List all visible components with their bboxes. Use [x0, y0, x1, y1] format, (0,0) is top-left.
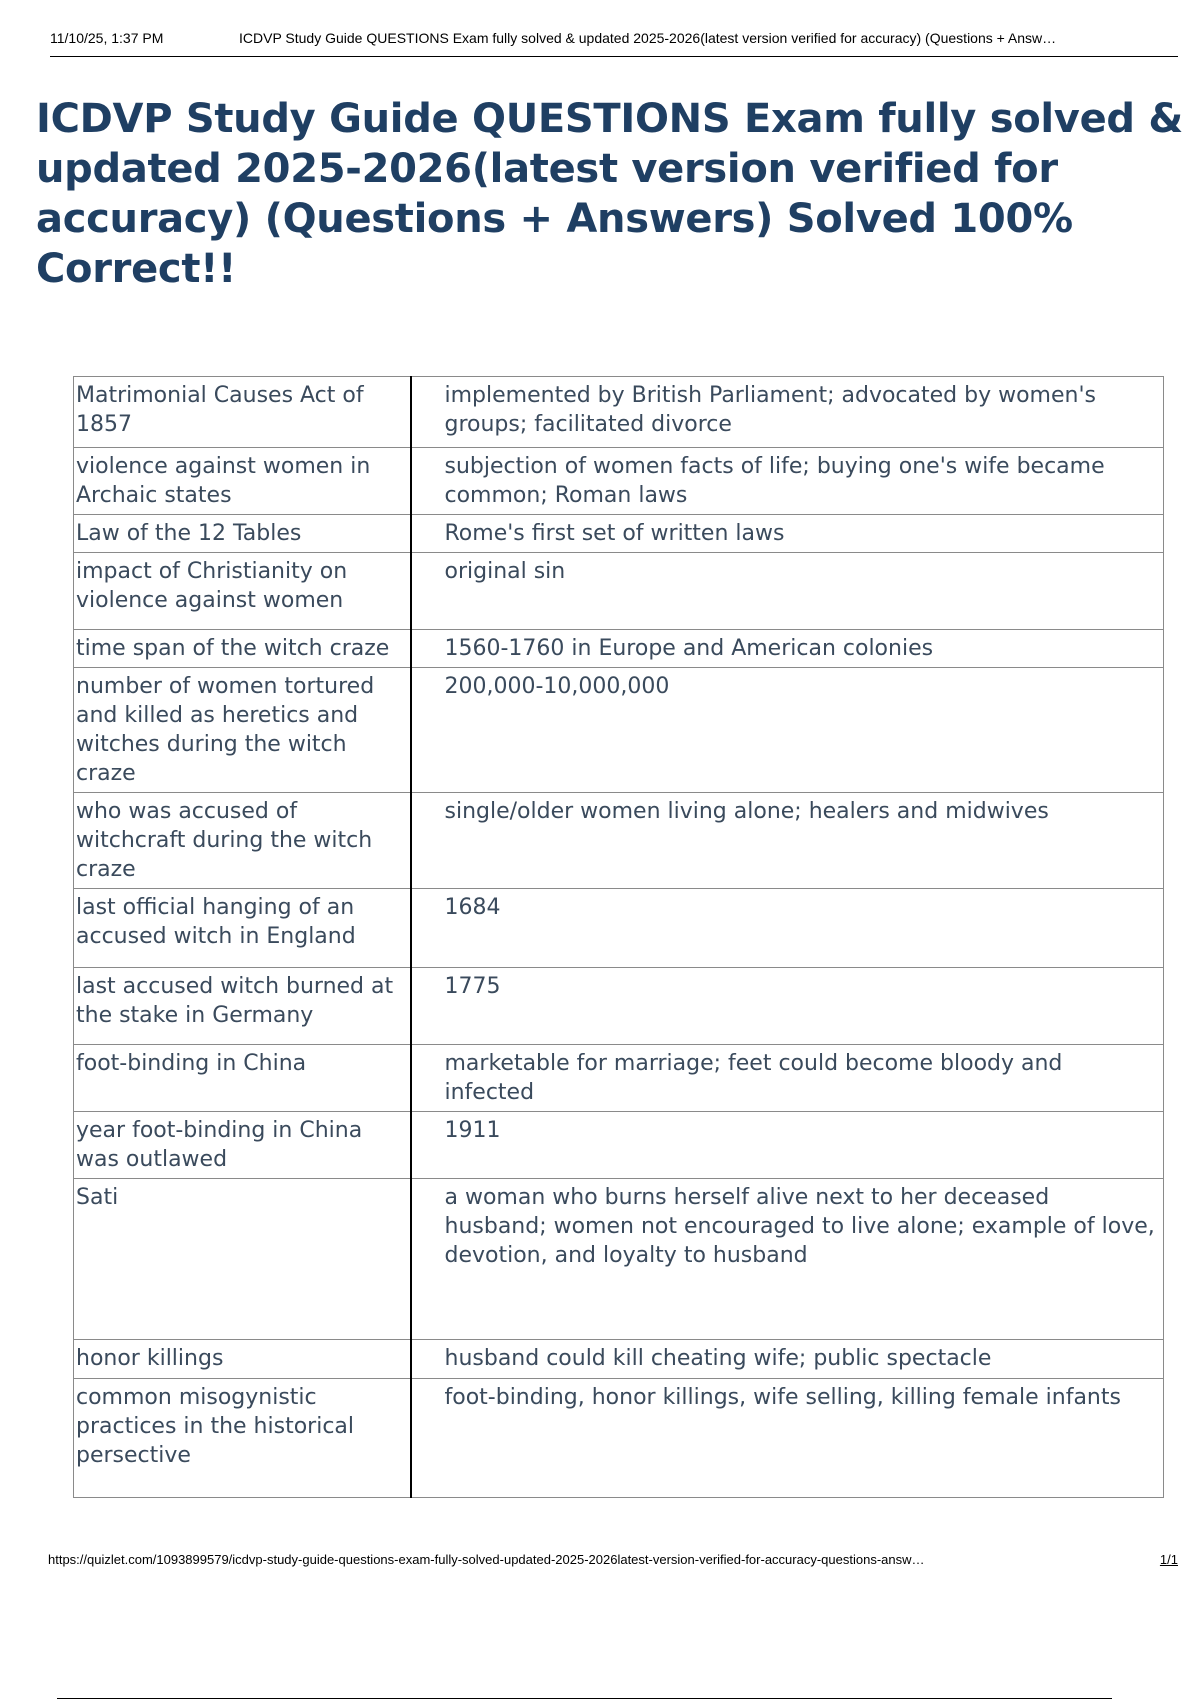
term-cell: time span of the witch craze	[74, 630, 411, 668]
table-row	[74, 1112, 1164, 1179]
term-cell: violence against women in Archaic states	[74, 448, 411, 515]
term-cell: Sati	[74, 1179, 411, 1340]
flashcard-table	[73, 376, 1164, 1498]
page-title: ICDVP Study Guide QUESTIONS Exam fully solved & updated 2025-2026(latest version verified for accuracy) (Questions + Answers) Solved 100% Correct!!	[36, 96, 1183, 292]
table-row	[74, 968, 1164, 1045]
definition-cell: implemented by British Parliament; advocated by women's groups; facilitated divorce	[411, 377, 1164, 448]
definition-cell: Rome's first set of written laws	[411, 515, 1164, 553]
term-cell: last official hanging of an accused witch in England	[74, 889, 411, 968]
definition-cell: a woman who burns herself alive next to her deceased husband; women not encouraged to live alone; example of love, devotion, and loyalty to husband	[411, 1179, 1164, 1340]
page-number: 1/1	[1159, 1552, 1178, 1567]
table-row	[74, 630, 1164, 668]
term-cell: impact of Christianity on violence against women	[74, 553, 411, 630]
print-doc-title: ICDVP Study Guide QUESTIONS Exam fully solved & updated 2025-2026(latest version verified for accuracy) (Questions + Answ…	[239, 30, 1057, 46]
definition-cell: single/older women living alone; healers and midwives	[411, 793, 1164, 889]
definition-cell: original sin	[411, 553, 1164, 630]
table-row	[74, 793, 1164, 889]
print-url: https://quizlet.com/1093899579/icdvp-study-guide-questions-exam-fully-solved-updated-2025-2026latest-version-verified-for-accuracy-questions-answ…	[48, 1552, 925, 1567]
table-row	[74, 889, 1164, 968]
definition-cell: husband could kill cheating wife; public spectacle	[411, 1340, 1164, 1379]
term-cell: common misogynistic practices in the historical persective	[74, 1379, 411, 1498]
definition-cell: subjection of women facts of life; buying one's wife became common; Roman laws	[411, 448, 1164, 515]
term-cell: last accused witch burned at the stake in Germany	[74, 968, 411, 1045]
table-row	[74, 1379, 1164, 1498]
definition-cell: 1560-1760 in Europe and American colonies	[411, 630, 1164, 668]
print-footer	[48, 1552, 1178, 1567]
table-row	[74, 1340, 1164, 1379]
definition-cell: 1911	[411, 1112, 1164, 1179]
table-row	[74, 377, 1164, 448]
table-row	[74, 515, 1164, 553]
term-cell: foot-binding in China	[74, 1045, 411, 1112]
table-row	[74, 1045, 1164, 1112]
term-cell: who was accused of witchcraft during the witch craze	[74, 793, 411, 889]
term-cell: honor killings	[74, 1340, 411, 1379]
definition-cell: marketable for marriage; feet could become bloody and infected	[411, 1045, 1164, 1112]
term-cell: Law of the 12 Tables	[74, 515, 411, 553]
table-row	[74, 1179, 1164, 1340]
definition-cell: 1684	[411, 889, 1164, 968]
definition-cell: 200,000-10,000,000	[411, 668, 1164, 793]
table-row	[74, 668, 1164, 793]
term-cell: Matrimonial Causes Act of 1857	[74, 377, 411, 448]
print-datetime: 11/10/25, 1:37 PM	[50, 30, 164, 46]
term-cell: number of women tortured and killed as heretics and witches during the witch craze	[74, 668, 411, 793]
bottom-divider	[57, 1698, 1112, 1699]
term-cell: year foot-binding in China was outlawed	[74, 1112, 411, 1179]
definition-cell: foot-binding, honor killings, wife selling, killing female infants	[411, 1379, 1164, 1498]
table-row	[74, 448, 1164, 515]
definition-cell: 1775	[411, 968, 1164, 1045]
print-header	[50, 30, 1178, 57]
table-row	[74, 553, 1164, 630]
